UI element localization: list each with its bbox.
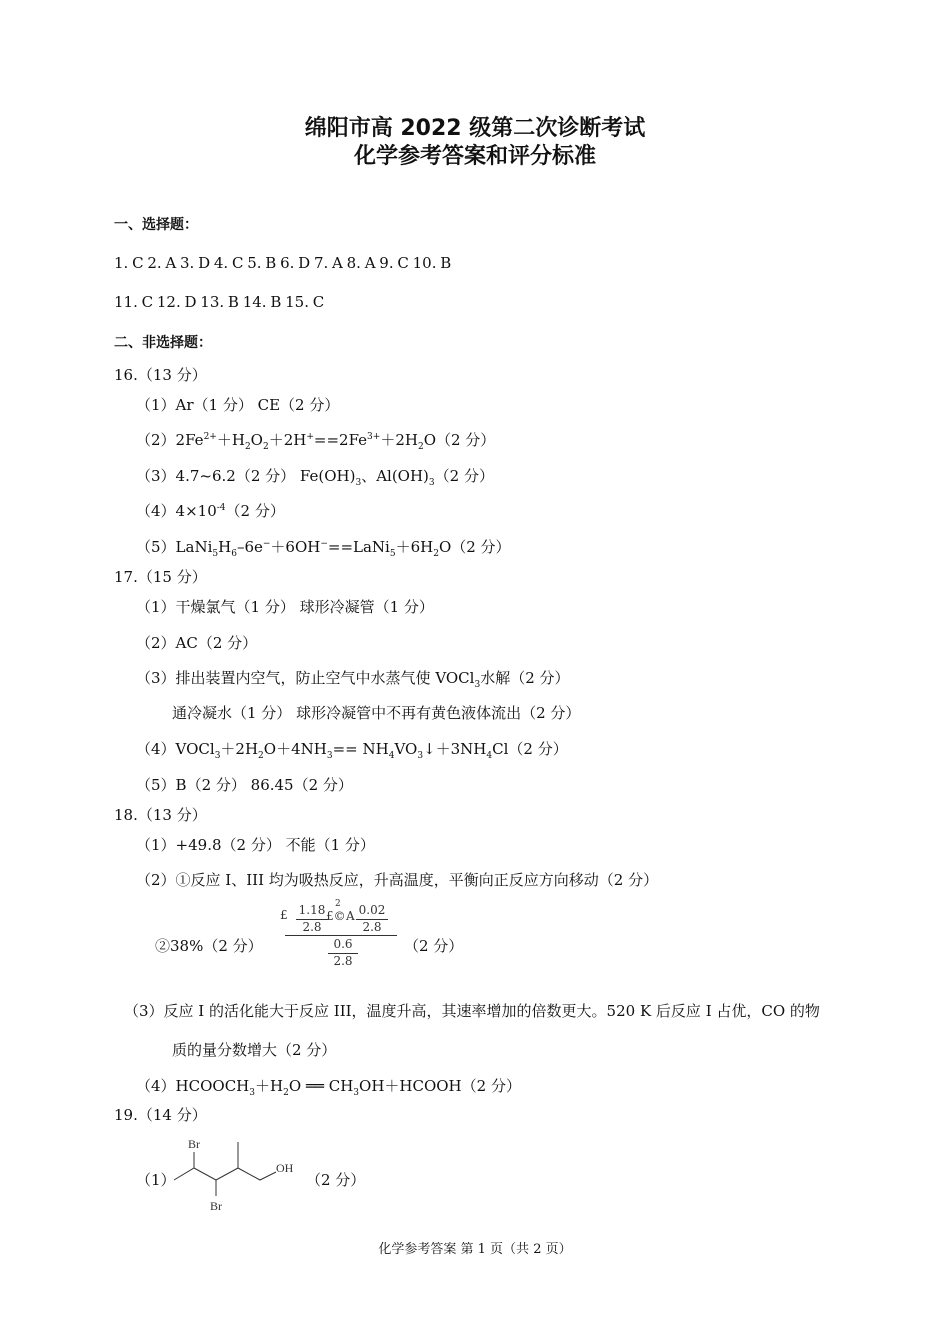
page-footer: 化学参考答案 第 1 页（共 2 页） [378,1242,572,1257]
q17-answer-5: （5）B（2 分） 86.45（2 分） [136,776,353,794]
q18-answer-1: （1）+49.8（2 分） 不能（1 分） [136,836,375,854]
q17-answer-2: （2）AC（2 分） [136,634,258,652]
section-heading-nonchoice: 二、非选择题： [114,335,212,351]
q16-answer-3: （3）4.7~6.2（2 分） $Fe(OH)_3$、$Al(OH)_3(2$ 分） [136,467,494,488]
q18-answer-3-continued: 质的量分数增大（2 分） [172,1041,337,1059]
q17-answer-1: （1）干燥氯气（1 分） 球形冷凝管（1 分） [136,598,434,616]
q17-answer-4: $(4)VOCl_3+2H_2O+4NH_3==$ $NH_4VO_3↓+3NH_4Cl(2$ 分） [136,740,568,761]
q17-heading: 17.（15 分） [114,568,207,586]
q16-heading: 16.（13 分） [114,366,207,384]
q17-answer-3-continued: 通冷凝水（1 分） 球形冷凝管中不再有黄色液体流出（2 分） [172,704,581,722]
q18-answer-2b-label: ②38%（2 分） [155,937,263,955]
q16-answer-1: （1）Ar（1 分） CE（2 分） [136,396,340,414]
br-top-label: Br [188,1137,200,1151]
br-bottom-label: Br [210,1199,222,1213]
q18-answer-4: $(4)HCOOCH_3+H_2O$ ══ $CH_3OH+HCOOH(2$ 分） [136,1077,521,1098]
q18-answer-3: （3）反应 I 的活化能大于反应 III，温度升高，其速率增加的倍数更大。520 K 后反应 I 占优，CO 的物 [124,1002,820,1020]
q16-answer-2: $(2)2Fe^{2+}+H_2O_2+2H^+==2Fe^{3+}+2H_2O(2$ 分） [136,431,496,452]
q16-answer-5: $(5)LaNi_5H_6-6e^-+6OH^-==LaNi_5+6H_2O(2$ 分） [136,538,511,559]
section-heading-choice: 一、选择题： [114,217,198,233]
q19-answer-1-score: （2 分） [306,1171,366,1189]
carbon-chain [174,1168,276,1180]
q19-heading: 19.（14 分） [114,1106,207,1124]
q19-answer-1-label: （1） [136,1171,176,1189]
q18-heading: 18.（13 分） [114,806,207,824]
q18-answer-2: （2）①反应 I、III 均为吸热反应，升高温度，平衡向正反应方向移动（2 分） [136,871,659,889]
page-title: 绵阳市高 2022 级第二次诊断考试 [304,116,646,141]
choice-answers-row2: 11. C 12. D 13. B 14. B 15. C [114,293,325,311]
oh-label: OH [276,1161,294,1175]
skeletal-structure-diagram [168,1128,308,1218]
page-subtitle: 化学参考答案和评分标准 [353,144,596,169]
q16-answer-4: $(4)4\times 10^{-4}(2$ 分） [136,502,285,520]
q17-answer-3: （3）排出装置内空气，防止空气中水蒸气使 VOCl$_3$水解（2 分） [136,669,570,690]
choice-answers-row1: 1. C 2. A 3. D 4. C 5. B 6. D 7. A 8. A 9. C 10. B [114,254,452,272]
q18-answer-2b-score: （2 分） [404,937,464,955]
